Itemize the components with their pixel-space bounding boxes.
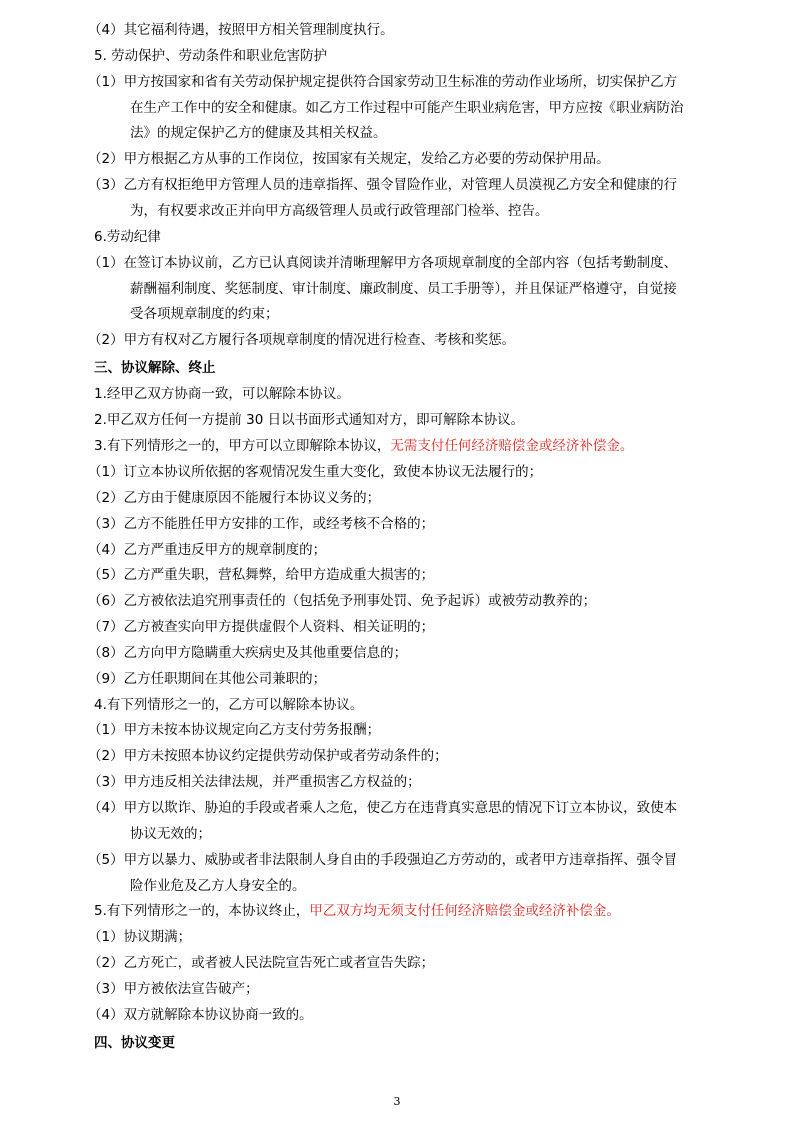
- text-line: （8）乙方向甲方隐瞒重大疾病史及其他重要信息的；: [88, 645, 408, 661]
- text-line: （1）订立本协议所依据的客观情况发生重大变化，致使本协议无法履行的；: [88, 464, 543, 480]
- text-line: （7）乙方被查实向甲方提供虚假个人资料、相关证明的；: [88, 619, 435, 635]
- text-line: （1）在签订本协议前，乙方已认真阅读并清晰理解甲方各项规章制度的全部内容（包括考勤制度、: [88, 255, 678, 271]
- text-line: （3）甲方被依法宣告破产；: [88, 981, 259, 997]
- text-line: （2）乙方死亡，或者被人民法院宣告死亡或者宣告失踪；: [88, 955, 435, 971]
- clause-text: 3.有下列情形之一的，甲方可以立即解除本协议，: [94, 438, 391, 454]
- text-line: （4）乙方严重违反甲方的规章制度的；: [88, 542, 327, 558]
- text-line: （2）乙方由于健康原因不能履行本协议义务的；: [88, 490, 381, 506]
- text-line: 为，有权要求改正并向甲方高级管理人员或行政管理部门检举、控告。: [130, 203, 549, 219]
- text-line: （9）乙方任职期间在其他公司兼职的；: [88, 671, 327, 687]
- chapter-heading: 四、协议变更: [94, 1035, 175, 1051]
- text-line: （4）甲方以欺诈、胁迫的手段或者乘人之危，使乙方在违背真实意思的情况下订立本协议，致使本: [88, 800, 678, 816]
- text-line: （6）乙方被依法追究刑事责任的（包括免予刑事处罚、免予起诉）或被劳动教养的；: [88, 593, 597, 609]
- section-heading: 6.劳动纪律: [94, 229, 161, 245]
- clause-text: 5.有下列情形之一的，本协议终止，: [94, 903, 310, 919]
- text-line: （3）乙方不能胜任甲方安排的工作，或经考核不合格的；: [88, 516, 435, 532]
- text-line: （5）甲方以暴力、威胁或者非法限制人身自由的手段强迫乙方劳动的，或者甲方违章指挥、强令冒: [88, 852, 678, 868]
- text-line: （2）甲方有权对乙方履行各项规章制度的情况进行检查、考核和奖惩。: [88, 332, 516, 348]
- text-line: 薪酬福利制度、奖惩制度、审计制度、廉政制度、员工手册等），并且保证严格遵守，自觉接: [130, 281, 677, 297]
- text-line: 协议无效的；: [130, 826, 211, 842]
- text-line: （4）其它福利待遇，按照甲方相关管理制度执行。: [88, 22, 394, 38]
- text-line: 受各项规章制度的约束；: [130, 306, 279, 322]
- text-line: [94, 901, 620, 921]
- text-line: （5）乙方严重失职，营私舞弊，给甲方造成重大损害的；: [88, 567, 435, 583]
- text-line: 1.经甲乙双方协商一致，可以解除本协议。: [94, 386, 350, 402]
- chapter-heading: 三、协议解除、终止: [94, 360, 216, 376]
- text-line: （4）双方就解除本协议协商一致的。: [88, 1007, 313, 1023]
- section-heading: 5. 劳动保护、劳动条件和职业危害防护: [94, 48, 328, 64]
- text-line: （1）协议期满；: [88, 929, 192, 945]
- text-line: 法》的规定保护乙方的健康及其相关权益。: [130, 125, 387, 141]
- highlighted-text: 无需支付任何经济赔偿金或经济补偿金。: [390, 438, 634, 454]
- highlighted-text: 甲乙双方均无须支付任何经济赔偿金或经济补偿金。: [309, 903, 620, 919]
- text-line: （3）甲方违反相关法律法规，并严重损害乙方权益的；: [88, 774, 421, 790]
- text-line: （3）乙方有权拒绝甲方管理人员的违章指挥、强令冒险作业，对管理人员漠视乙方安全和健康的行: [88, 177, 678, 193]
- page-number: 3: [393, 1095, 401, 1108]
- text-line: [94, 436, 633, 456]
- text-line: （1）甲方未按本协议规定向乙方支付劳务报酬；: [88, 722, 381, 738]
- text-line: 在生产工作中的安全和健康。如乙方工作过程中可能产生职业病危害，甲方应按《职业病防治: [130, 100, 684, 116]
- text-line: 险作业危及乙方人身安全的。: [130, 878, 306, 894]
- text-line: 2.甲乙双方任何一方提前 30 日以书面形式通知对方，即可解除本协议。: [94, 412, 525, 428]
- text-line: （2）甲方未按照本协议约定提供劳动保护或者劳动条件的；: [88, 748, 448, 764]
- text-line: 4.有下列情形之一的，乙方可以解除本协议。: [94, 697, 364, 713]
- text-line: （2）甲方根据乙方从事的工作岗位，按国家有关规定，发给乙方必要的劳动保护用品。: [88, 151, 610, 167]
- text-line: （1）甲方按国家和省有关劳动保护规定提供符合国家劳动卫生标准的劳动作业场所，切实保护乙方: [88, 74, 678, 90]
